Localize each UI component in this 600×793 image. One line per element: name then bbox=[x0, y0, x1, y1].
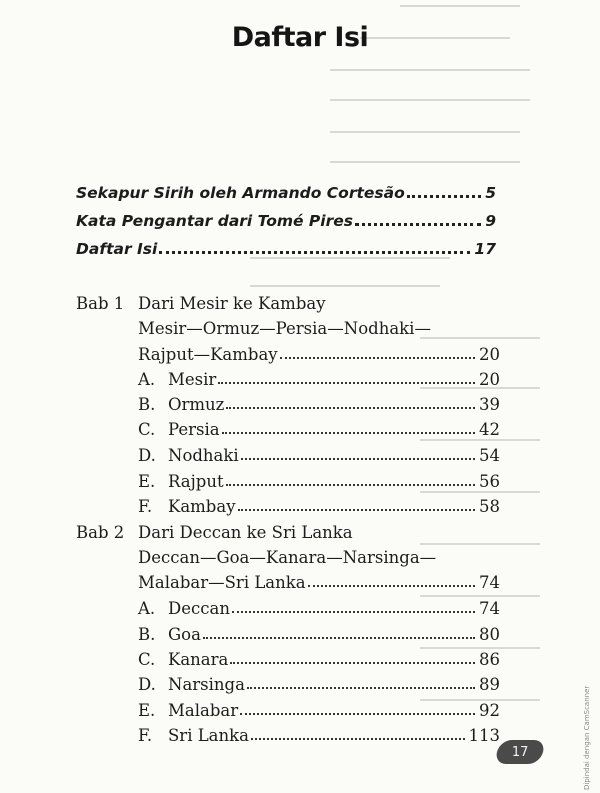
page-number-badge bbox=[494, 740, 546, 764]
section-page: 20 bbox=[479, 370, 500, 389]
leader-dots bbox=[226, 484, 475, 486]
chapter-number: Bab 1 bbox=[76, 294, 125, 313]
section-page: 113 bbox=[468, 726, 500, 745]
page-number: 17 bbox=[511, 744, 529, 760]
section-entry[interactable] bbox=[138, 643, 500, 669]
section-page: 42 bbox=[479, 420, 500, 439]
section-letter: B. bbox=[138, 395, 156, 414]
toc-entry-label: Sekapur Sirih oleh Armando Cortesão bbox=[76, 184, 405, 202]
leader-dots bbox=[407, 195, 481, 198]
chapter-title[interactable]: Dari Deccan ke Sri Lanka bbox=[138, 523, 353, 542]
toc-entry-page: 74 bbox=[479, 573, 500, 592]
leader-dots bbox=[159, 251, 470, 254]
leader-dots bbox=[238, 509, 475, 511]
leader-dots bbox=[241, 458, 475, 460]
section-letter: B. bbox=[138, 625, 156, 644]
section-letter: E. bbox=[138, 701, 156, 720]
chapter-subtitle: Mesir—Ormuz—Persia—Nodhaki— bbox=[138, 319, 431, 338]
section-name: Nodhaki bbox=[168, 446, 239, 465]
chapter-entry[interactable] bbox=[138, 566, 500, 592]
section-entry[interactable] bbox=[138, 694, 500, 720]
leader-dots bbox=[203, 637, 475, 639]
leader-dots bbox=[355, 223, 481, 226]
section-name: Rajput bbox=[168, 472, 224, 491]
section-page: 56 bbox=[479, 472, 500, 491]
chapter-title[interactable]: Dari Mesir ke Kambay bbox=[138, 294, 326, 313]
section-entry[interactable] bbox=[138, 719, 500, 745]
leader-dots bbox=[251, 738, 465, 740]
leader-dots bbox=[308, 585, 475, 587]
section-page: 54 bbox=[479, 446, 500, 465]
section-entry[interactable] bbox=[138, 668, 500, 694]
section-letter: E. bbox=[138, 472, 156, 491]
section-page: 89 bbox=[479, 675, 500, 694]
section-name: Ormuz bbox=[168, 395, 225, 414]
section-page: 58 bbox=[479, 497, 500, 516]
section-letter: A. bbox=[138, 370, 156, 389]
chapter-subtitle: Rajput—Kambay bbox=[138, 345, 278, 364]
leader-dots bbox=[247, 687, 475, 689]
leader-dots bbox=[218, 382, 475, 384]
leader-dots bbox=[240, 713, 475, 715]
section-entry[interactable] bbox=[138, 413, 500, 439]
section-letter: F. bbox=[138, 726, 153, 745]
section-entry[interactable] bbox=[138, 439, 500, 465]
section-entry[interactable] bbox=[138, 618, 500, 644]
toc-entry-label: Daftar Isi bbox=[76, 240, 158, 258]
section-letter: C. bbox=[138, 650, 156, 669]
toc-entry-page: 20 bbox=[479, 345, 500, 364]
section-name: Deccan bbox=[168, 599, 230, 618]
section-entry[interactable] bbox=[138, 363, 500, 389]
section-name: Kambay bbox=[168, 497, 236, 516]
page-title: Daftar Isi bbox=[231, 22, 369, 53]
section-page: 86 bbox=[479, 650, 500, 669]
toc-entry-kata-pengantar[interactable] bbox=[76, 204, 496, 230]
section-name: Narsinga bbox=[168, 675, 245, 694]
section-name: Kanara bbox=[168, 650, 229, 669]
chapter-number: Bab 2 bbox=[76, 523, 125, 542]
leader-dots bbox=[222, 432, 475, 434]
leader-dots bbox=[280, 357, 475, 359]
toc-entry-daftar-isi[interactable] bbox=[76, 232, 496, 258]
toc-entry-page: 17 bbox=[474, 240, 496, 258]
section-page: 74 bbox=[479, 599, 500, 618]
section-name: Persia bbox=[168, 420, 220, 439]
section-name: Goa bbox=[168, 625, 201, 644]
section-letter: D. bbox=[138, 675, 156, 694]
leader-dots bbox=[232, 611, 475, 613]
toc-entry-sekapur-sirih[interactable] bbox=[76, 176, 496, 202]
leader-dots bbox=[230, 662, 475, 664]
section-entry[interactable] bbox=[138, 388, 500, 414]
chapter-entry[interactable] bbox=[138, 338, 500, 364]
toc-entry-label: Kata Pengantar dari Tomé Pires bbox=[76, 212, 353, 230]
section-page: 39 bbox=[479, 395, 500, 414]
section-entry[interactable] bbox=[138, 465, 500, 491]
chapter-subtitle: Deccan—Goa—Kanara—Narsinga— bbox=[138, 548, 437, 567]
leader-dots bbox=[226, 407, 475, 409]
toc-entry-page: 5 bbox=[485, 184, 496, 202]
section-letter: F. bbox=[138, 497, 153, 516]
section-name: Malabar bbox=[168, 701, 239, 720]
section-page: 92 bbox=[479, 701, 500, 720]
scanner-watermark: Dipindai dengan CamScanner bbox=[583, 685, 591, 790]
section-page: 80 bbox=[479, 625, 500, 644]
section-name: Sri Lanka bbox=[168, 726, 249, 745]
toc-entry-page: 9 bbox=[485, 212, 496, 230]
section-letter: D. bbox=[138, 446, 156, 465]
section-letter: C. bbox=[138, 420, 156, 439]
section-name: Mesir bbox=[168, 370, 217, 389]
chapter-subtitle: Malabar—Sri Lanka bbox=[138, 573, 306, 592]
section-entry[interactable] bbox=[138, 592, 500, 618]
section-entry[interactable] bbox=[138, 490, 500, 516]
section-letter: A. bbox=[138, 599, 156, 618]
